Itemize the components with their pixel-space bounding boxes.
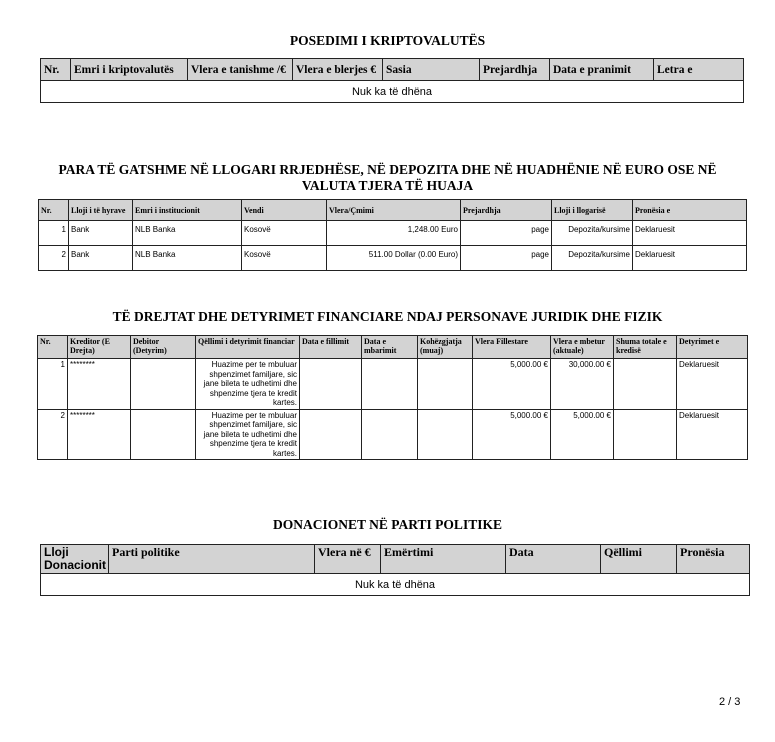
cell-remaining-value: 30,000.00 €	[551, 359, 614, 410]
crypto-table	[40, 58, 744, 103]
cell-income-type: Bank	[69, 221, 133, 246]
cell-initial-value: 5,000.00 €	[473, 409, 551, 460]
no-data-message: Nuk ka të dhëna	[41, 81, 744, 103]
header-end-date: Data e mbarimit	[362, 336, 418, 359]
cell-nr: 2	[38, 409, 68, 460]
cell-total-credit	[614, 409, 677, 460]
cash-title-line1: PARA TË GATSHME NË LLOGARI RRJEDHËSE, NË DEPOZITA DHE NË HUADHËNIE NË EURO OSE NË	[58, 162, 717, 177]
header-debtor: Debitor (Detyrim)	[131, 336, 196, 359]
cash-title-line2: VALUTA TJERA TË HUAJA	[301, 178, 474, 193]
cell-purpose: Huazime per te mbuluar shpenzimet familjare, sic jane bileta te udhetimi dhe shpenzime tjera te kredit kartes.	[196, 409, 300, 460]
header-obligations: Detyrimet e	[677, 336, 748, 359]
cell-value: 511.00 Dollar (0.00 Euro)	[327, 246, 461, 271]
donations-table	[40, 544, 750, 596]
no-data-message: Nuk ka të dhëna	[41, 574, 750, 596]
page-number: 2 / 3	[719, 696, 741, 708]
header-ownership: Pronësia e	[633, 200, 747, 221]
cell-start-date	[300, 409, 362, 460]
cell-creditor: ********	[68, 409, 131, 460]
cell-value: 1,248.00 Euro	[327, 221, 461, 246]
cell-account-type: Depozita/kursime	[552, 246, 633, 271]
cell-total-credit	[614, 359, 677, 410]
header-receipt-date: Data e pranimit	[550, 59, 654, 81]
cell-start-date	[300, 359, 362, 410]
cell-nr: 1	[38, 359, 68, 410]
cell-duration	[418, 409, 473, 460]
cell-country: Kosovë	[242, 221, 327, 246]
header-political-party: Parti politike	[109, 545, 315, 574]
header-creditor: Kreditor (E Drejta)	[68, 336, 131, 359]
table-row	[41, 574, 750, 596]
header-income-type: Lloji i të hyrave	[69, 200, 133, 221]
obligations-section-title: TË DREJTAT DHE DETYRIMET FINANCIARE NDAJ PERSONAVE JURIDIK DHE FIZIK	[112, 309, 663, 324]
cash-table-header	[39, 200, 747, 221]
cell-obligations: Deklaruesit	[677, 409, 748, 460]
header-ownership: Pronësia	[677, 545, 750, 574]
table-row	[38, 409, 748, 460]
header-quantity: Sasia	[383, 59, 480, 81]
header-purpose: Qëllimi	[601, 545, 677, 574]
header-origin: Prejardhja	[480, 59, 550, 81]
header-institution: Emri i institucionit	[133, 200, 242, 221]
cell-creditor: ********	[68, 359, 131, 410]
donations-table-header	[41, 545, 750, 574]
cell-nr: 1	[39, 221, 69, 246]
header-initial-value: Vlera Fillestare	[473, 336, 551, 359]
table-row	[41, 81, 744, 103]
cell-remaining-value: 5,000.00 €	[551, 409, 614, 460]
cell-duration	[418, 359, 473, 410]
cell-debtor	[131, 359, 196, 410]
crypto-table-header	[41, 59, 744, 81]
header-total-credit: Shuma totale e kredisë	[614, 336, 677, 359]
table-row	[38, 359, 748, 410]
cell-origin: page	[461, 246, 552, 271]
header-nr: Nr.	[38, 336, 68, 359]
crypto-section-title: POSEDIMI I KRIPTOVALUTËS	[289, 33, 486, 48]
donations-section-title: DONACIONET NË PARTI POLITIKE	[273, 517, 502, 532]
header-value: Vlera në €	[315, 545, 381, 574]
header-date: Data	[506, 545, 601, 574]
cell-income-type: Bank	[69, 246, 133, 271]
table-row	[39, 221, 747, 246]
header-nr: Nr.	[39, 200, 69, 221]
header-letter: Letra e	[654, 59, 744, 81]
cell-nr: 2	[39, 246, 69, 271]
cell-ownership: Deklaruesit	[633, 246, 747, 271]
cell-country: Kosovë	[242, 246, 327, 271]
cell-purpose: Huazime per te mbuluar shpenzimet familjare, sic jane bileta te udhetimi dhe shpenzime tjera te kredit kartes.	[196, 359, 300, 410]
cell-debtor	[131, 409, 196, 460]
cell-end-date	[362, 359, 418, 410]
header-name: Emërtimi	[381, 545, 506, 574]
header-start-date: Data e fillimit	[300, 336, 362, 359]
header-purchase-value: Vlera e blerjes €	[293, 59, 383, 81]
obligations-table	[37, 335, 748, 460]
header-country: Vendi	[242, 200, 327, 221]
cell-initial-value: 5,000.00 €	[473, 359, 551, 410]
cell-end-date	[362, 409, 418, 460]
header-duration: Kohëzgjatja (muaj)	[418, 336, 473, 359]
cell-obligations: Deklaruesit	[677, 359, 748, 410]
cell-origin: page	[461, 221, 552, 246]
header-donation-type: Lloji Donacionit	[41, 545, 109, 574]
header-purpose: Qëllimi i detyrimit financiar	[196, 336, 300, 359]
header-current-value: Vlera e tanishme /€	[188, 59, 293, 81]
header-origin: Prejardhja	[461, 200, 552, 221]
header-value: Vlera/Çmimi	[327, 200, 461, 221]
cell-account-type: Depozita/kursime	[552, 221, 633, 246]
header-remaining-value: Vlera e mbetur (aktuale)	[551, 336, 614, 359]
cell-institution: NLB Banka	[133, 246, 242, 271]
header-crypto-name: Emri i kriptovalutës	[71, 59, 188, 81]
cash-section-title	[0, 162, 775, 194]
obligations-table-header	[38, 336, 748, 359]
header-nr: Nr.	[41, 59, 71, 81]
header-account-type: Lloji i llogarisë	[552, 200, 633, 221]
table-row	[39, 246, 747, 271]
cell-ownership: Deklaruesit	[633, 221, 747, 246]
cash-table	[38, 199, 747, 271]
cell-institution: NLB Banka	[133, 221, 242, 246]
